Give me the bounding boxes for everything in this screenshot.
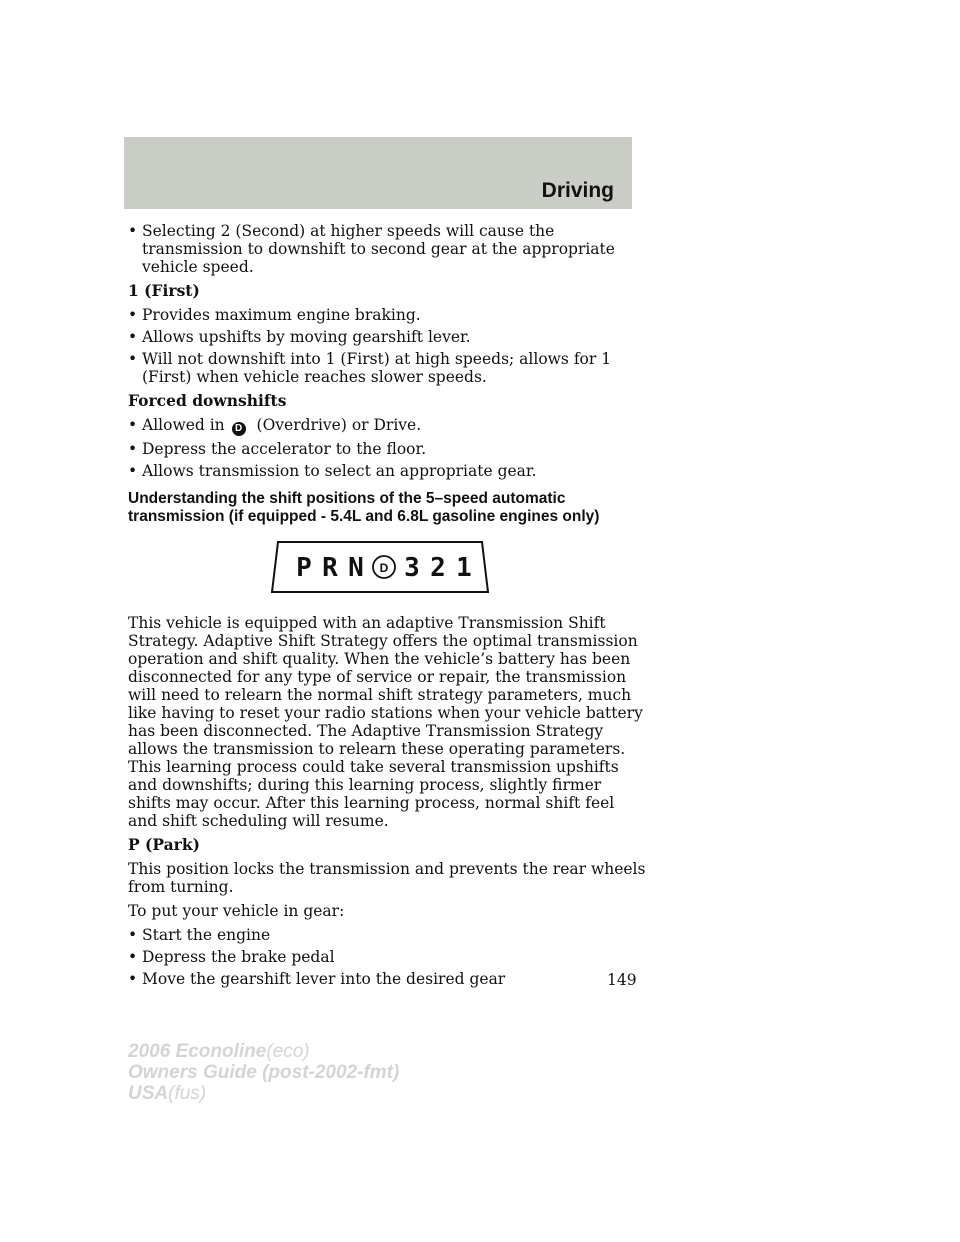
adaptive-strategy-paragraph: This vehicle is equipped with an adaptive Transmission Shift Strategy. Adaptive Shift Strategy offers the optimal transmission operation and shift quality. When the vehicle’s battery has been disconnected for any type of service or repair, the transmission will need to relearn the normal shift strategy parameters, much like having to reset your radio stations when your vehicle battery has been disconnected. The Adaptive Transmission Strategy allows the transmission to relearn these operating parameters. This learning process could take several transmission upshifts and downshifts; during this learning process, slightly firmer shifts may occur. After this learning process, normal shift feel and shift scheduling will resume. <box>128 614 643 830</box>
list-item <box>128 416 648 436</box>
list-item: • Depress the brake pedal <box>128 948 648 966</box>
list-item: • Allows transmission to select an appropriate gear. <box>128 462 648 480</box>
gear-letter-d: D <box>379 561 389 575</box>
park-heading: P (Park) <box>128 835 200 854</box>
section-title: Driving <box>541 179 614 202</box>
gear-letter-p: P <box>296 553 312 583</box>
first-heading: 1 (First) <box>128 281 200 300</box>
gear-letter-1: 1 <box>456 553 472 583</box>
five-speed-heading: Understanding the shift positions of the 5–speed automatic transmission (if equipped - 5.4L and 6.8L gasoline engines only) <box>128 490 600 525</box>
gear-letter-r: R <box>322 553 338 583</box>
list-item: • Start the engine <box>128 926 648 944</box>
section-header-band <box>124 137 632 209</box>
footer-model: 2006 Econoline <box>128 1041 267 1062</box>
gear-letter-n: N <box>348 553 364 583</box>
list-item: • Provides maximum engine braking. <box>128 306 648 324</box>
park-instruction: To put your vehicle in gear: <box>128 902 345 920</box>
footer-market: USA <box>128 1083 169 1104</box>
footer-market-code: (fus) <box>168 1083 207 1104</box>
list-item: • Selecting 2 (Second) at higher speeds will cause the transmission to downshift to second gear at the appropriate vehicle speed. <box>128 222 648 276</box>
gear-selector-indicator <box>270 540 490 594</box>
footer-line-market <box>128 1083 399 1104</box>
gear-letter-3: 3 <box>404 553 420 583</box>
footer-line-guide <box>128 1062 399 1083</box>
list-item: • Move the gearshift lever into the desired gear <box>128 970 648 988</box>
footer-model-code: (eco) <box>266 1041 310 1062</box>
gear-letter-2: 2 <box>430 553 446 583</box>
gear-indicator-figure <box>128 540 648 600</box>
allowed-in-suffix: (Overdrive) or Drive. <box>256 416 422 434</box>
footer-line-model <box>128 1041 399 1062</box>
document-footer <box>128 1041 399 1104</box>
footer-guide: Owners Guide (post-2002-fmt) <box>128 1062 400 1083</box>
park-paragraph: This position locks the transmission and prevents the rear wheels from turning. <box>128 860 646 896</box>
overdrive-icon: D <box>232 422 246 436</box>
list-item: • Depress the accelerator to the floor. <box>128 440 648 458</box>
page-number: 149 <box>607 971 637 989</box>
forced-downshifts-heading: Forced downshifts <box>128 391 287 410</box>
list-item: • Allows upshifts by moving gearshift lever. <box>128 328 648 346</box>
page-content <box>128 222 648 992</box>
allowed-in-prefix: Allowed in <box>142 416 225 434</box>
list-item: • Will not downshift into 1 (First) at high speeds; allows for 1 (First) when vehicle reaches slower speeds. <box>128 350 648 386</box>
